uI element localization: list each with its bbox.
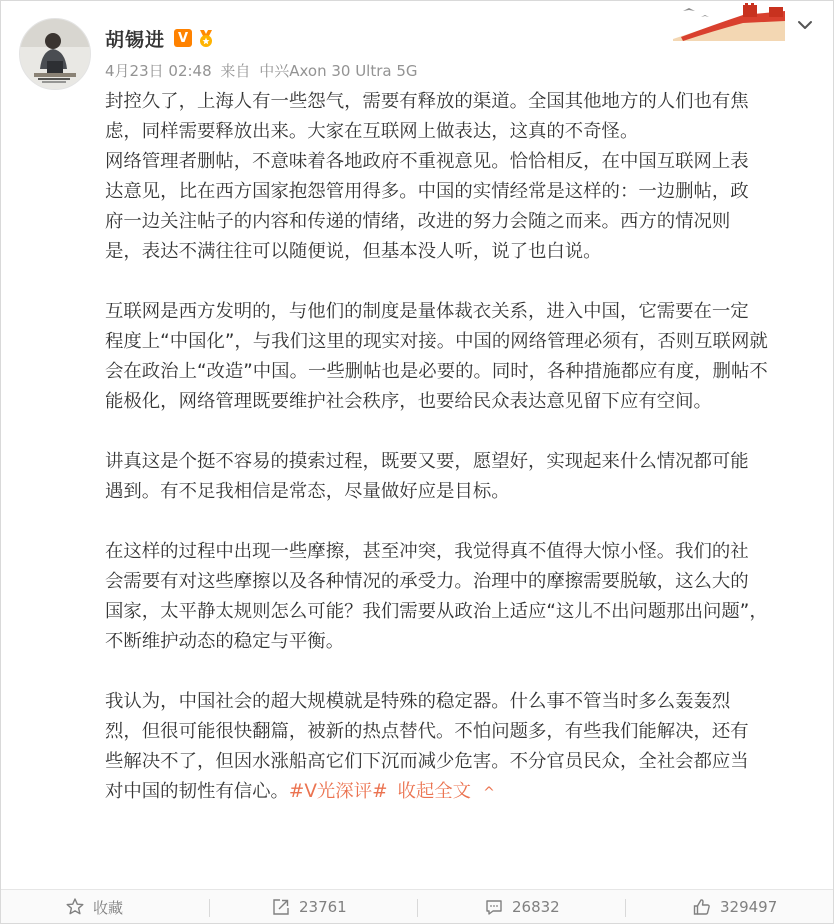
content-line: 达意见，比在西方国家抱怨管用得多。中国的实情经常是这样的：一边删帖，政 <box>105 181 749 202</box>
paragraph-gap <box>105 657 817 687</box>
content-line: 不断维护动态的稳定与平衡。 <box>105 631 345 652</box>
username[interactable]: 胡锡进 <box>105 28 166 51</box>
favorite-label: 收藏 <box>93 898 124 917</box>
divider <box>417 899 418 917</box>
content-line: 国家，太平静太规则怎么可能？我们需要从政治上适应“这儿不出问题那出问题”， <box>105 601 768 622</box>
like-button[interactable] <box>692 890 777 924</box>
content-line: 会在政治上“改造”中国。一些删帖也是必要的。同时，各种措施都应有度，删帖不 <box>105 361 768 382</box>
medal-icon <box>196 28 216 48</box>
content-line: 虑，同样需要释放出来。大家在互联网上做表达，这真的不奇怪。 <box>105 121 639 142</box>
content-line: 会需要有对这些摩擦以及各种情况的承受力。治理中的摩擦需要脱敏，这么大的 <box>105 571 749 592</box>
divider <box>209 899 210 917</box>
like-count: 329497 <box>720 898 778 916</box>
content-line: 遇到。有不足我相信是常态，尽量做好应是目标。 <box>105 481 510 502</box>
action-bar <box>1 889 833 924</box>
post-date[interactable]: 4月23日 02:48 <box>105 62 212 80</box>
content-last-line <box>105 777 817 808</box>
content-line: 能极化，网络管理既要维护社会秩序，也要给民众表达意见留下应有空间。 <box>105 391 712 412</box>
great-wall-decoration-icon <box>673 1 785 41</box>
author-row <box>105 23 216 53</box>
comment-icon <box>484 897 504 917</box>
chevron-up-icon[interactable]: ^ <box>483 785 495 801</box>
content-line: 烈，但很可能很快翻篇，被新的热点替代。不怕问题多，有些我们能解决，还有 <box>105 721 749 742</box>
post-content <box>105 87 817 808</box>
chevron-down-icon[interactable] <box>795 15 815 35</box>
post-meta <box>105 60 422 81</box>
repost-count: 23761 <box>299 898 347 916</box>
star-icon <box>65 897 85 917</box>
content-line-text: 对中国的韧性有信心。 <box>105 781 289 802</box>
content-line: 在这样的过程中出现一些摩擦，甚至冲突，我觉得真不值得大惊小怪。我们的社 <box>105 541 749 562</box>
content-line: 程度上“中国化”，与我们这里的现实对接。中国的网络管理必须有，否则互联网就 <box>105 331 768 352</box>
divider <box>625 899 626 917</box>
content-line: 封控久了，上海人有一些怨气，需要有释放的渠道。全国其他地方的人们也有焦 <box>105 91 749 112</box>
paragraph-gap <box>105 267 817 297</box>
favorite-button[interactable] <box>65 890 123 924</box>
source-prefix: 来自 <box>220 62 251 80</box>
avatar[interactable] <box>19 18 91 90</box>
content-line: 讲真这是个挺不容易的摸索过程，既要又要，愿望好，实现起来什么情况都可能 <box>105 451 749 472</box>
hashtag-link[interactable]: #V光深评# <box>288 781 388 802</box>
content-line: 我认为，中国社会的超大规模就是特殊的稳定器。什么事不管当时多么轰轰烈 <box>105 691 731 712</box>
content-line: 是，表达不满往往可以随便说，但基本没人听，说了也白说。 <box>105 241 602 262</box>
paragraph-gap <box>105 507 817 537</box>
comment-count: 26832 <box>512 898 560 916</box>
repost-button[interactable] <box>271 890 347 924</box>
share-icon <box>271 897 291 917</box>
source-device[interactable]: 中兴Axon 30 Ultra 5G <box>259 62 418 80</box>
content-line: 互联网是西方发明的，与他们的制度是量体裁衣关系，进入中国，它需要在一定 <box>105 301 749 322</box>
collapse-button[interactable]: 收起全文 <box>397 781 472 802</box>
content-line: 些解决不了，但因水涨船高它们下沉而减少危害。不分官员民众，全社会都应当 <box>105 751 749 772</box>
verified-badge-icon: V <box>174 29 192 47</box>
paragraph-gap <box>105 417 817 447</box>
thumbs-up-icon <box>692 897 712 917</box>
comment-button[interactable] <box>484 890 560 924</box>
content-line: 府一边关注帖子的内容和传递的情绪，改进的努力会随之而来。西方的情况则 <box>105 211 731 232</box>
content-line: 网络管理者删帖，不意味着各地政府不重视意见。恰恰相反，在中国互联网上表 <box>105 151 749 172</box>
